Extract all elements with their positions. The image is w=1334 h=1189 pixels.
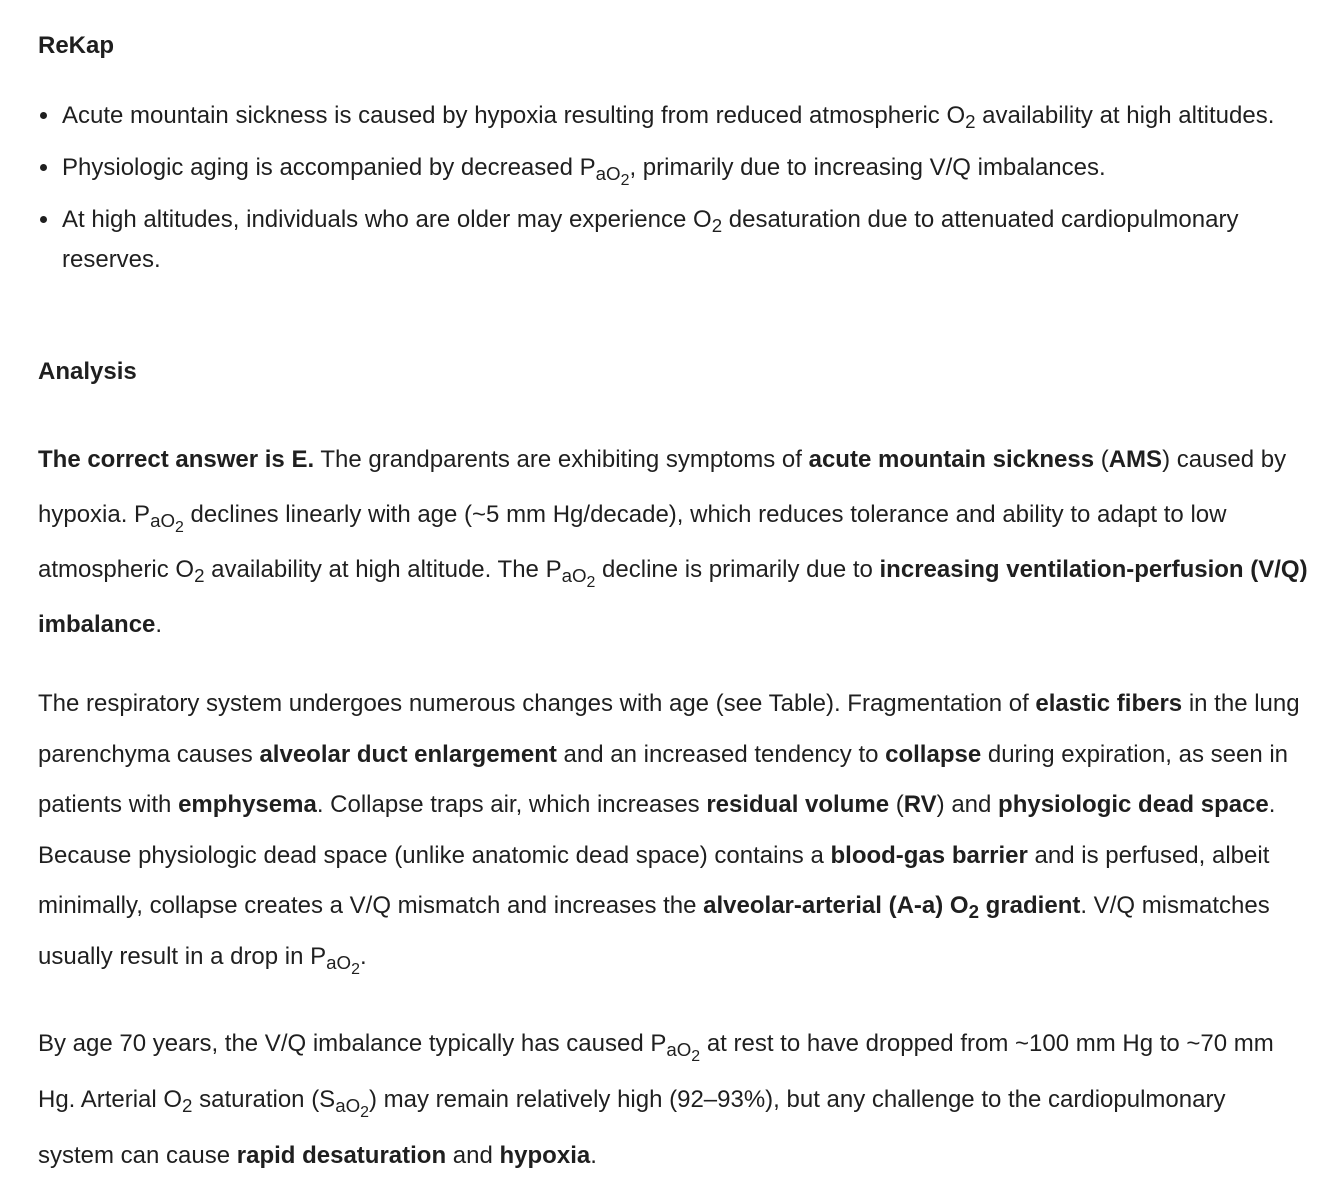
analysis-paragraph-3: By age 70 years, the V/Q imbalance typically has caused $P_{aO_2}$ at rest to have dropped from ~100 mm Hg to ~70 mm Hg. Arterial $O_2$ saturation $(S_{aO_2})$ may remain relatively high (92–93%), but any challenge to the cardiopulmonary system can cause rapid desaturation and hypoxia. [38, 1030, 1274, 1169]
rekap-list [38, 96, 1308, 292]
rekap-bullet-1: Acute mountain sickness is caused by hypoxia resulting from reduced atmospheric $O_2$ availability at high altitudes. [38, 96, 1308, 136]
rekap-heading: ReKap [38, 32, 115, 59]
analysis-heading: Analysis [38, 358, 137, 385]
rekap-bullet-3: At high altitudes, individuals who are older may experience $O_2$ desaturation due to attenuated cardiopulmonary reserves. [38, 200, 1308, 280]
rekap-bullet-2: Physiologic aging is accompanied by decreased $P_{aO_2}$, primarily due to increasing V/Q imbalances. [38, 148, 1308, 188]
analysis-paragraph-1: The correct answer is E. The grandparents are exhibiting symptoms of acute mountain sickness (AMS) caused by hypoxia. $P_{aO_2}$ declines linearly with age (~5 mm Hg/decade), which reduces tolerance and ability to adapt to low atmospheric $O_2$ availability at high altitude. The $P_{aO_2}$ decline is primarily due to increasing ventilation-perfusion (V/Q) imbalance. [38, 446, 1308, 638]
analysis-paragraph-2: The respiratory system undergoes numerous changes with age (see Table). Fragmentation of elastic fibers in the lung parenchyma causes alveolar duct enlargement and an increased tendency to collapse during expiration, as seen in patients with emphysema. Collapse traps air, which increases residual volume (RV) and physiologic dead space. Because physiologic dead space (unlike anatomic dead space) contains a blood-gas barrier and is perfused, albeit minimally, collapse creates a V/Q mismatch and increases the alveolar-arterial (A-a) $O_2$ gradient. V/Q mismatches usually result in a drop in $P_{aO_2}$. [38, 690, 1300, 978]
